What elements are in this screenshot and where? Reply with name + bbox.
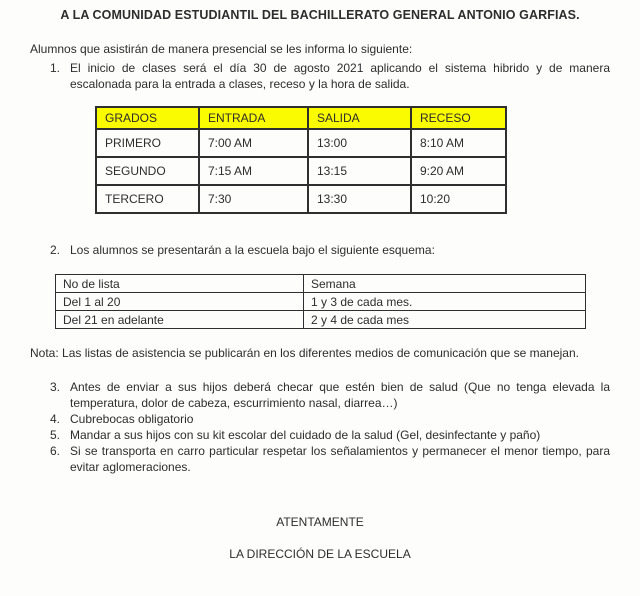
week-row <box>56 293 586 311</box>
schedule-cell: 7:00 AM <box>199 129 308 157</box>
schedule-row <box>96 185 506 213</box>
list-item-3 <box>50 379 610 411</box>
list-item-5 <box>50 427 610 443</box>
schedule-cell: TERCERO <box>96 185 199 213</box>
list-item-text: Los alumnos se presentarán a la escuela bajo el siguiente esquema: <box>70 243 435 257</box>
week-cell: 1 y 3 de cada mes. <box>304 293 586 311</box>
schedule-cell: 8:10 AM <box>411 129 506 157</box>
schedule-table <box>95 106 507 214</box>
lower-items <box>30 379 610 475</box>
list-item-number: 3. <box>50 380 61 394</box>
schedule-header-cell: SALIDA <box>308 107 411 129</box>
signature-line: LA DIRECCIÓN DE LA ESCUELA <box>229 547 411 561</box>
week-table <box>55 274 586 329</box>
schedule-cell: SEGUNDO <box>96 157 199 185</box>
schedule-cell: PRIMERO <box>96 129 199 157</box>
list-item-2 <box>50 242 610 258</box>
list-item-4 <box>50 411 610 427</box>
list-item-text: El inicio de clases será el día 30 de agosto 2021 aplicando el sistema hibrido y de manera escalonada para la entrada a clases, receso y la hora de salida. <box>70 61 610 91</box>
schedule-cell: 10:20 <box>411 185 506 213</box>
week-cell: Del 21 en adelante <box>56 311 304 329</box>
schedule-cell: 13:15 <box>308 157 411 185</box>
week-row <box>56 311 586 329</box>
list-item-number: 6. <box>50 444 61 458</box>
list-item-text: Mandar a sus hijos con su kit escolar del cuidado de la salud (Gel, desinfectante y paño) <box>70 428 541 442</box>
schedule-header-cell: ENTRADA <box>199 107 308 129</box>
schedule-row <box>96 129 506 157</box>
week-header-cell: No de lista <box>56 275 304 293</box>
schedule-cell: 7:15 AM <box>199 157 308 185</box>
document-title: A LA COMUNIDAD ESTUDIANTIL DEL BACHILLERATO GENERAL ANTONIO GARFIAS. <box>60 8 580 22</box>
schedule-row <box>96 157 506 185</box>
schedule-cell: 13:30 <box>308 185 411 213</box>
week-cell: Del 1 al 20 <box>56 293 304 311</box>
schedule-cell: 9:20 AM <box>411 157 506 185</box>
list-item-number: 1. <box>50 61 61 75</box>
schedule-cell: 7:30 <box>199 185 308 213</box>
list-item-number: 4. <box>50 412 61 426</box>
intro-line: Alumnos que asistirán de manera presencial se les informa lo siguiente: <box>30 42 413 56</box>
week-cell: 2 y 4 de cada mes <box>304 311 586 329</box>
list-item-1 <box>50 60 610 92</box>
list-item-text: Antes de enviar a sus hijos deberá checar que estén bien de salud (Que no tenga elevada la temperatura, dolor de cabeza, escurrimiento nasal, diarrea…) <box>70 380 610 410</box>
note-paragraph: Nota: Las listas de asistencia se publicarán en los diferentes medios de comunicación que se manejan. <box>30 346 579 360</box>
schedule-header-cell: GRADOS <box>96 107 199 129</box>
schedule-header-row <box>96 107 506 129</box>
week-header-row <box>56 275 586 293</box>
list-item-text: Cubrebocas obligatorio <box>70 412 194 426</box>
week-header-cell: Semana <box>304 275 586 293</box>
list-item-text: Si se transporta en carro particular respetar los señalamientos y permanecer el menor tiempo, para evitar aglomeraciones. <box>70 444 610 474</box>
list-item-6 <box>50 443 610 475</box>
list-item-number: 5. <box>50 428 61 442</box>
schedule-header-cell: RECESO <box>411 107 506 129</box>
closing-line: ATENTAMENTE <box>276 515 364 529</box>
schedule-cell: 13:00 <box>308 129 411 157</box>
list-item-number: 2. <box>50 243 61 257</box>
